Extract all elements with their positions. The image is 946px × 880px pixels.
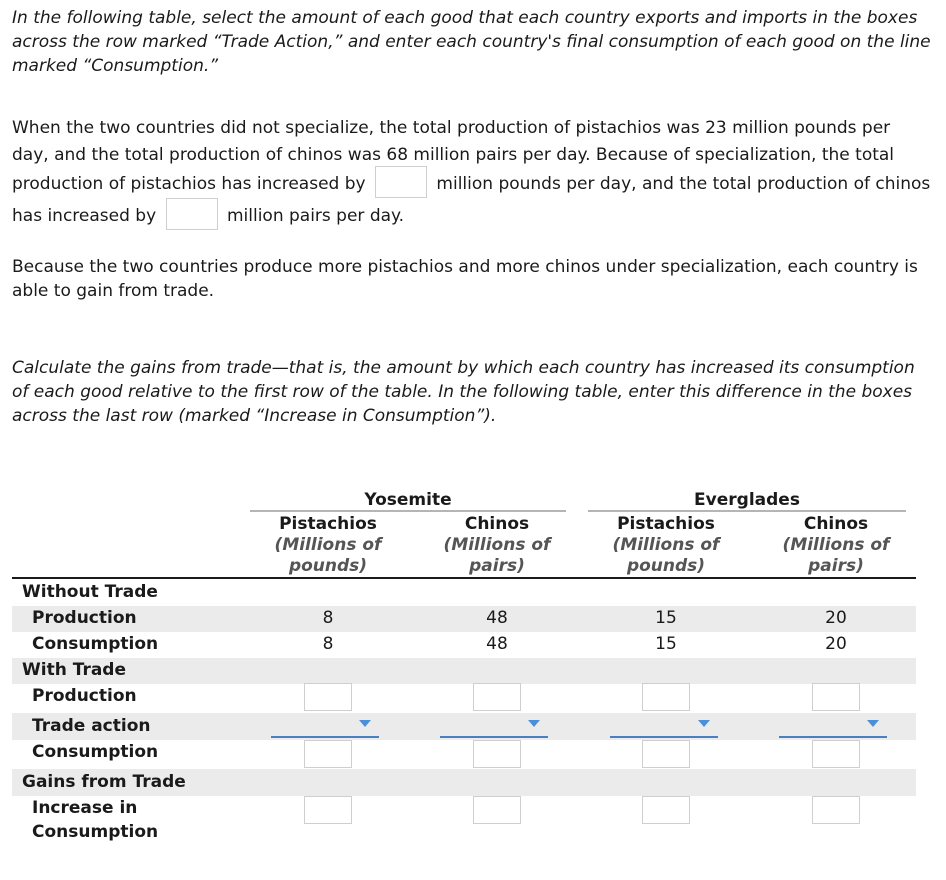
input-yosemite-pistachios-consumption[interactable] [304,740,352,768]
dropdown-yosemite-pistachios-trade-action[interactable] [271,716,379,738]
input-yosemite-pistachios-increase[interactable] [304,796,352,824]
column-header-everglades-chinos: Chinos (Millions of pairs) [782,514,890,576]
value-everglades-chinos-production: 20 [825,608,847,628]
dropdown-arrow-icon [528,720,540,727]
column-header-yosemite-chinos: Chinos (Millions of pairs) [443,514,551,576]
dropdown-yosemite-chinos-trade-action[interactable] [440,716,548,738]
row-label-consumption-with-trade: Consumption [32,742,159,762]
instruction-specialization-part-3: million pairs per day. [226,206,405,226]
dropdown-everglades-pistachios-trade-action[interactable] [610,716,718,738]
section-without-trade: Without Trade [22,582,158,602]
value-everglades-pistachios-production: 15 [655,608,677,628]
dropdown-everglades-chinos-trade-action[interactable] [779,716,887,738]
instruction-gain-from-trade: Because the two countries produce more pistachios and more chinos under specialization, each country is able to gain from trade. [12,257,918,301]
section-gains-from-trade: Gains from Trade [22,772,186,792]
value-everglades-chinos-consumption: 20 [825,634,847,654]
instruction-trade-action: In the following table, select the amount of each good that each country exports and imports in the boxes across the row marked “Trade Action,” and enter each country's final consumption of each good on the line marked “Consumption.” [12,8,931,76]
value-yosemite-pistachios-consumption: 8 [322,634,334,654]
dropdown-arrow-icon [867,720,879,727]
row-label-consumption-without-trade: Consumption [32,634,159,654]
dropdown-arrow-icon [359,720,371,727]
input-yosemite-pistachios-production[interactable] [304,683,352,711]
input-everglades-pistachios-production[interactable] [642,683,690,711]
value-yosemite-chinos-consumption: 48 [486,634,508,654]
band-production-without-trade [12,606,916,632]
instruction-specialization-part-2: million pounds per day, and the total production of chinos has increased by [12,174,931,226]
band-with-trade [12,658,916,684]
input-everglades-chinos-consumption[interactable] [812,740,860,768]
input-yosemite-chinos-increase[interactable] [473,796,521,824]
row-label-production-with-trade: Production [32,686,137,706]
row-label-production-without-trade: Production [32,608,137,628]
column-header-everglades-pistachios: Pistachios (Millions of pounds) [612,514,720,576]
everglades-header-rule [588,510,906,512]
yosemite-header-rule [250,510,566,512]
input-yosemite-chinos-consumption[interactable] [473,740,521,768]
value-yosemite-pistachios-production: 8 [322,608,334,628]
chinos-increase-input[interactable] [166,198,218,230]
row-label-trade-action: Trade action [32,716,151,736]
row-label-increase-consumption: Consumption [32,822,159,842]
column-header-yosemite-pistachios: Pistachios (Millions of pounds) [274,514,382,576]
instruction-specialization-part-1: When the two countries did not specialize, the total production of pistachios was 23 million pounds per day, and the total production of chinos was 68 million pairs per day. Because of specialization, the total production of pistachios has increased by [12,118,895,194]
country-header-everglades: Everglades [694,490,800,510]
table-header-rule [12,577,916,579]
instruction-calculate-gains: Calculate the gains from trade—that is, the amount by which each country has increased its consumption of each good relative to the first row of the table. In the following table, enter this difference in the boxes across the last row (marked “Increase in Consumption”). [12,358,915,426]
dropdown-arrow-icon [698,720,710,727]
country-header-yosemite: Yosemite [364,490,452,510]
row-label-increase-in: Increase in [32,798,138,818]
input-everglades-chinos-production[interactable] [812,683,860,711]
pistachio-increase-input[interactable] [375,166,427,198]
instruction-specialization [12,115,932,232]
value-yosemite-chinos-production: 48 [486,608,508,628]
value-everglades-pistachios-consumption: 15 [655,634,677,654]
input-everglades-pistachios-increase[interactable] [642,796,690,824]
input-yosemite-chinos-production[interactable] [473,683,521,711]
input-everglades-chinos-increase[interactable] [812,796,860,824]
section-with-trade: With Trade [22,660,127,680]
input-everglades-pistachios-consumption[interactable] [642,740,690,768]
